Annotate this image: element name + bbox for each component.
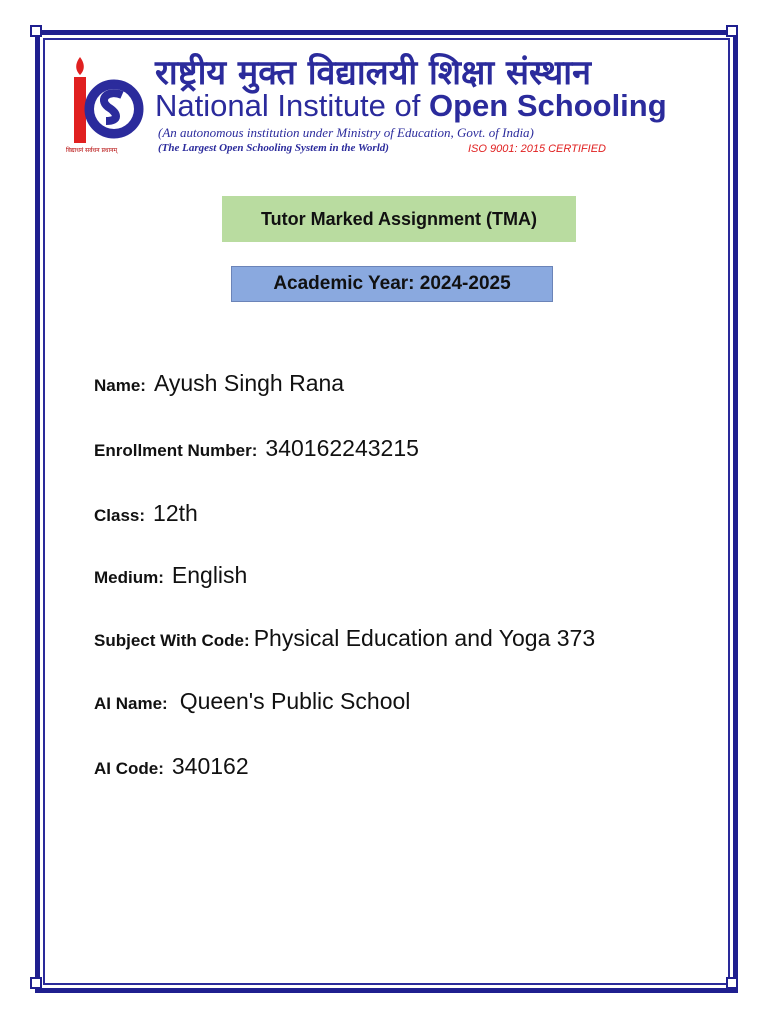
subject-value: Physical Education and Yoga 373 [253,625,596,651]
academic-year-badge: Academic Year: 2024-2025 [231,266,553,302]
ai-name-field [94,688,410,715]
name-value: Ayush Singh Rana [153,370,345,396]
medium-field [94,562,247,589]
border-corner-bottom-left [30,977,42,989]
institute-tagline: (The Largest Open Schooling System in the World) [158,142,389,154]
subject-field [94,625,595,652]
class-value: 12th [153,500,198,526]
name-label: Name: [94,376,146,395]
institute-title-regular: National Institute of [155,88,429,123]
institute-title-hindi: राष्ट्रीय मुक्त विद्यालयी शिक्षा संस्थान [155,53,591,93]
subject-label: Subject With Code: [94,631,250,650]
medium-label: Medium: [94,568,164,587]
nios-logo-icon [68,55,148,155]
tma-badge: Tutor Marked Assignment (TMA) [222,196,576,242]
class-field [94,500,198,527]
border-corner-top-right [726,25,738,37]
enrollment-field [94,435,419,462]
institute-title-english [155,88,667,124]
iso-certification: ISO 9001: 2015 CERTIFIED [468,143,606,155]
name-field [94,370,344,397]
enrollment-value: 340162243215 [265,435,419,461]
ai-code-value: 340162 [171,753,249,779]
border-corner-bottom-right [726,977,738,989]
logo-motto: विद्याधनं सर्वधन प्रधानम् [66,147,118,154]
class-label: Class: [94,506,146,525]
ai-name-value: Queen's Public School [179,688,411,714]
nios-logo [68,55,148,155]
ai-name-label: AI Name: [94,694,168,713]
medium-value: English [171,562,248,588]
institute-title-bold: Open Schooling [429,88,667,123]
institute-subtitle: (An autonomous institution under Ministry of Education, Govt. of India) [158,125,534,140]
ai-code-field [94,753,249,780]
border-corner-top-left [30,25,42,37]
enrollment-label: Enrollment Number: [94,441,258,460]
ai-code-label: AI Code: [94,759,164,778]
